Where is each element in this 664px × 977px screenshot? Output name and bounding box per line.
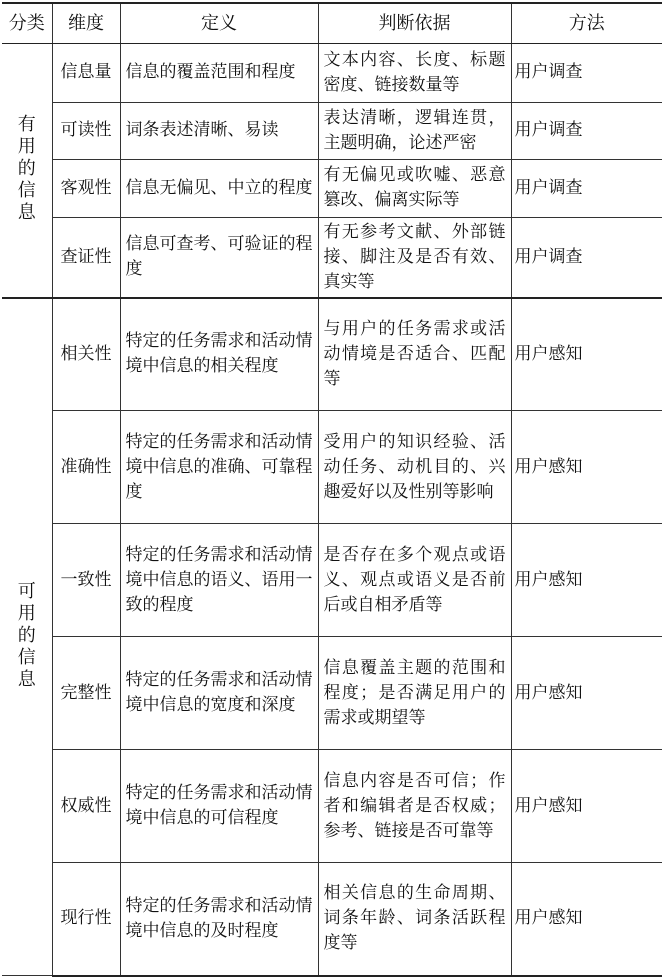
definition-cell: 特定的任务需求和活动情境中信息的宽度和深度 <box>120 637 318 750</box>
basis-cell: 与用户的任务需求或活动情境是否适合、匹配等 <box>318 298 511 411</box>
header-method: 方法 <box>511 3 662 43</box>
definition-cell: 特定的任务需求和活动情境中信息的及时程度 <box>120 863 318 976</box>
method-cell: 用户感知 <box>511 863 662 976</box>
method-cell: 用户感知 <box>511 750 662 863</box>
table-row <box>2 217 662 298</box>
basis-cell: 有无参考文献、外部链接、脚注及是否有效、真实等 <box>318 217 511 298</box>
dimension-cell: 可读性 <box>52 102 120 159</box>
table-header-row <box>2 3 662 43</box>
definition-cell: 信息的覆盖范围和程度 <box>120 43 318 102</box>
header-dimension: 维度 <box>52 3 120 43</box>
header-basis: 判断依据 <box>318 3 511 43</box>
table-row <box>2 863 662 976</box>
method-cell: 用户调查 <box>511 43 662 102</box>
table-row <box>2 43 662 102</box>
table-row <box>2 411 662 524</box>
definition-cell: 特定的任务需求和活动情境中信息的语义、语用一致的程度 <box>120 524 318 637</box>
method-cell: 用户感知 <box>511 298 662 411</box>
definition-cell: 特定的任务需求和活动情境中信息的可信程度 <box>120 750 318 863</box>
dimension-cell: 权威性 <box>52 750 120 863</box>
dimension-cell: 准确性 <box>52 411 120 524</box>
category-cell-usable <box>2 298 52 976</box>
dimension-cell: 一致性 <box>52 524 120 637</box>
table-row <box>2 159 662 217</box>
dimension-cell: 现行性 <box>52 863 120 976</box>
method-cell: 用户感知 <box>511 411 662 524</box>
method-cell: 用户感知 <box>511 524 662 637</box>
dimension-cell: 完整性 <box>52 637 120 750</box>
definition-cell: 特定的任务需求和活动情境中信息的准确、可靠程度 <box>120 411 318 524</box>
information-quality-table <box>2 2 662 977</box>
dimension-cell: 相关性 <box>52 298 120 411</box>
method-cell: 用户调查 <box>511 159 662 217</box>
basis-cell: 信息覆盖主题的范围和程度；是否满足用户的需求或期望等 <box>318 637 511 750</box>
basis-cell: 受用户的知识经验、活动任务、动机目的、兴趣爱好以及性别等影响 <box>318 411 511 524</box>
method-cell: 用户调查 <box>511 102 662 159</box>
category-cell-useful <box>2 43 52 298</box>
header-definition: 定义 <box>120 3 318 43</box>
table-row <box>2 102 662 159</box>
basis-cell: 信息内容是否可信；作者和编辑者是否权威；参考、链接是否可靠等 <box>318 750 511 863</box>
basis-cell: 文本内容、长度、标题密度、链接数量等 <box>318 43 511 102</box>
table-row <box>2 524 662 637</box>
method-cell: 用户感知 <box>511 637 662 750</box>
dimension-cell: 客观性 <box>52 159 120 217</box>
method-cell: 用户调查 <box>511 217 662 298</box>
category-label: 有用的信息 <box>17 114 36 223</box>
category-label: 可用的信息 <box>17 580 36 690</box>
definition-cell: 词条表述清晰、易读 <box>120 102 318 159</box>
dimension-cell: 信息量 <box>52 43 120 102</box>
definition-cell: 信息无偏见、中立的程度 <box>120 159 318 217</box>
basis-cell: 是否存在多个观点或语义、观点或语义是否前后或自相矛盾等 <box>318 524 511 637</box>
table-row <box>2 298 662 411</box>
definition-cell: 特定的任务需求和活动情境中信息的相关程度 <box>120 298 318 411</box>
definition-cell: 信息可查考、可验证的程度 <box>120 217 318 298</box>
dimension-cell: 查证性 <box>52 217 120 298</box>
table-row <box>2 750 662 863</box>
basis-cell: 相关信息的生命周期、词条年龄、词条活跃程度等 <box>318 863 511 976</box>
header-category: 分类 <box>2 3 52 43</box>
basis-cell: 表达清晰，逻辑连贯，主题明确，论述严密 <box>318 102 511 159</box>
table-row <box>2 637 662 750</box>
basis-cell: 有无偏见或吹嘘、恶意篡改、偏离实际等 <box>318 159 511 217</box>
